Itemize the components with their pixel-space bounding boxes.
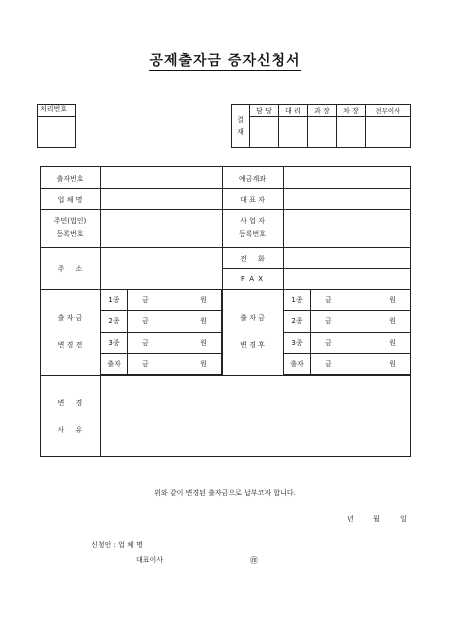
processing-number-label: 처리번호 (40, 105, 68, 113)
vline (222, 289, 223, 375)
capital-before-label-1: 출 자 금 (57, 314, 83, 322)
representative-label: 대 표 자 (240, 196, 265, 204)
deposit-account-label: 예금계좌 (238, 175, 267, 183)
applicant-ceo: 대표이사 (136, 556, 164, 564)
capital-before-label-2: 변 경 전 (57, 341, 83, 349)
capital-after-type-4: 출자 (284, 353, 311, 374)
capital-type-1: 1종 (101, 290, 128, 311)
capital-unit-1: 원 (175, 290, 222, 311)
approval-col-3: 과 장 (307, 105, 336, 117)
business-number-field[interactable] (284, 210, 410, 247)
capital-after-amount-1[interactable]: 금 (311, 290, 361, 311)
date-year: 년 (347, 515, 354, 523)
approval-col-1: 담 당 (250, 105, 279, 117)
resident-number-field[interactable] (101, 210, 221, 247)
approval-side-label (232, 105, 250, 148)
approval-table (231, 104, 411, 148)
capital-unit-4: 원 (175, 353, 222, 374)
capital-unit-3: 원 (175, 332, 222, 353)
member-number-field[interactable] (101, 167, 221, 188)
approval-side-bottom: 재 (237, 128, 244, 136)
capital-after-type-1: 1종 (284, 290, 311, 311)
capital-amount-3[interactable]: 금 (128, 332, 175, 353)
approval-col-5: 전무이사 (365, 105, 410, 117)
approval-sign-5[interactable] (365, 117, 410, 148)
approval-side-top: 결 (237, 116, 244, 124)
reason-label-2: 사 유 (57, 426, 83, 434)
document-title-text: 공제출자금 증자신청서 (149, 53, 301, 69)
applicant-seal: ㊞ (250, 556, 258, 565)
approval-col-4: 차 장 (336, 105, 365, 117)
business-number-label-2: 등록번호 (238, 230, 267, 238)
date-day: 일 (400, 515, 407, 523)
capital-after-unit-4: 원 (361, 353, 411, 374)
reason-label-1: 변 경 (57, 399, 83, 407)
capital-after-type-3: 3종 (284, 332, 311, 353)
capital-after-unit-1: 원 (361, 290, 411, 311)
processing-number-divider (37, 116, 76, 117)
capital-after-table (283, 289, 411, 375)
approval-sign-3[interactable] (307, 117, 336, 148)
capital-after-unit-2: 원 (361, 311, 411, 332)
capital-amount-1[interactable]: 금 (128, 290, 175, 311)
capital-after-amount-4[interactable]: 금 (311, 353, 361, 374)
fax-label: F A X (240, 275, 265, 283)
capital-after-amount-2[interactable]: 금 (311, 311, 361, 332)
company-name-field[interactable] (101, 189, 221, 209)
capital-after-label-2: 변 경 후 (240, 341, 265, 349)
capital-after-type-2: 2종 (284, 311, 311, 332)
document-title (0, 50, 450, 70)
fax-field[interactable] (284, 269, 410, 289)
vline (222, 166, 223, 289)
applicant-label: 신청인 : 업 체 명 (91, 541, 143, 549)
approval-col-2: 대 리 (278, 105, 307, 117)
capital-after-label-1: 출 자 금 (240, 314, 265, 322)
capital-after-amount-3[interactable]: 금 (311, 332, 361, 353)
resident-number-label-2: 등록번호 (56, 230, 84, 238)
capital-type-3: 3종 (101, 332, 128, 353)
approval-sign-2[interactable] (278, 117, 307, 148)
address-field[interactable] (101, 248, 221, 289)
phone-field[interactable] (284, 248, 410, 268)
capital-amount-2[interactable]: 금 (128, 311, 175, 332)
approval-sign-4[interactable] (336, 117, 365, 148)
phone-label: 전 화 (240, 255, 265, 263)
resident-number-label-1: 주민(법인) (53, 217, 87, 225)
capital-before-table (100, 289, 222, 375)
address-label: 주 소 (57, 265, 83, 273)
statement-text: 위와 같이 변경된 출자금으로 납부코자 합니다. (154, 489, 296, 497)
capital-type-2: 2종 (101, 311, 128, 332)
capital-type-4: 출자 (101, 353, 128, 374)
reason-field[interactable] (101, 376, 410, 456)
member-number-label: 출자번호 (56, 175, 84, 183)
approval-sign-1[interactable] (250, 117, 279, 148)
deposit-account-field[interactable] (284, 167, 410, 188)
business-number-label-1: 사 업 자 (240, 217, 265, 225)
capital-unit-2: 원 (175, 311, 222, 332)
capital-amount-4[interactable]: 금 (128, 353, 175, 374)
representative-field[interactable] (284, 189, 410, 209)
date-month: 월 (373, 515, 380, 523)
company-name-label: 업 체 명 (57, 196, 83, 204)
capital-after-unit-3: 원 (361, 332, 411, 353)
